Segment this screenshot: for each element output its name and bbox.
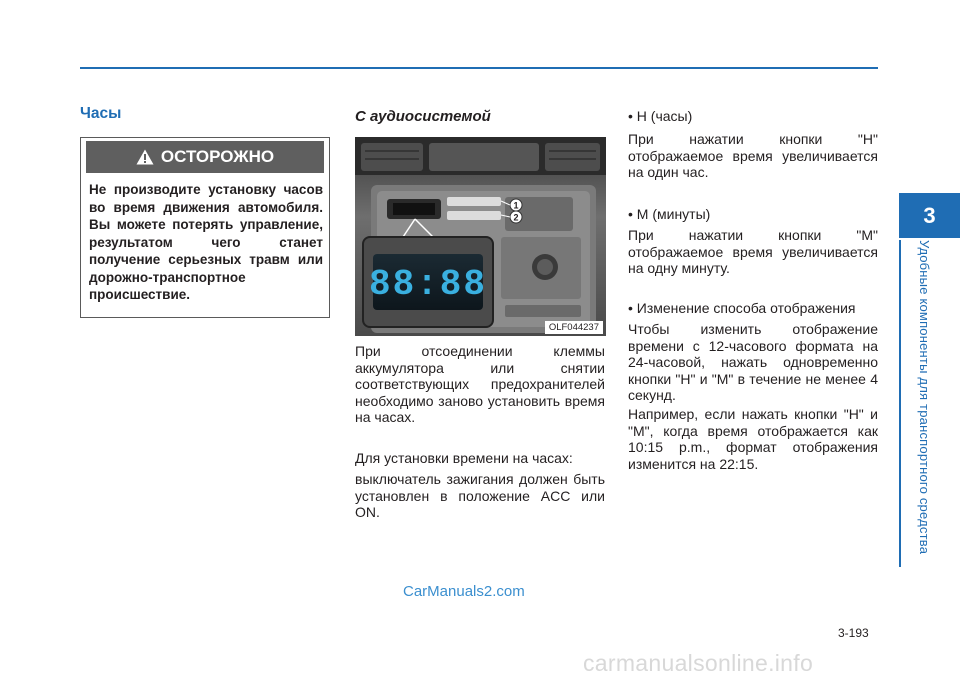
warning-box — [80, 137, 330, 318]
warning-triangle-icon — [136, 149, 154, 165]
dashboard-illustration — [355, 137, 606, 336]
chapter-tab: 3 — [899, 193, 960, 238]
example-paragraph: Например, если нажать кнопки "H" и "M", когда время отображается как 10:15 p.m., формат отображения изменится на 22:15. — [628, 406, 878, 472]
page-number: 3-193 — [838, 626, 869, 640]
audio-paragraph-3: выключатель зажигания должен быть установлен в положение ACC или ON. — [355, 471, 605, 520]
section-title: Часы — [80, 105, 122, 122]
format-paragraph: Чтобы изменить отображение времени с 12-часового формата на 24-часовой, нажать одновременно кнопки "H" и "M" в течение не менее 4 секунд. — [628, 321, 878, 403]
site-watermark: carmanualsonline.info — [583, 650, 814, 676]
bullet-minutes: • M (минуты) — [628, 206, 711, 222]
warning-heading: ОСТОРОЖНО — [160, 147, 275, 166]
audio-paragraph-2: Для установки времени на часах: — [355, 450, 573, 466]
callout-1: 1 — [513, 200, 519, 211]
top-rule — [80, 67, 878, 69]
bullet-format: • Изменение способа отображения — [628, 300, 856, 316]
audio-clock-figure — [355, 137, 606, 336]
side-rule — [899, 240, 901, 567]
warning-text: Не производите установку часов во время движения автомобиля. Вы можете потерять управление, результатом чего станет получение серьезных травм или дорожно-транспортное происшествие. — [89, 182, 323, 302]
watermark-link[interactable]: CarManuals2.com — [403, 583, 525, 600]
audio-paragraph-1: При отсоединении клеммы аккумулятора или снятии соответствующих предохранителей необходимо заново установить время на часах. — [355, 343, 605, 425]
chapter-title: Удобные компоненты для транспортного средства — [917, 240, 932, 555]
chapter-title-vertical — [916, 240, 936, 570]
callout-2: 2 — [513, 212, 519, 223]
audio-section-title: С аудиосистемой — [355, 108, 491, 125]
warning-header — [86, 141, 324, 173]
minutes-paragraph: При нажатии кнопки "M" отображаемое время увеличивается на одну минуту. — [628, 227, 878, 276]
clock-digits: 88:88 — [368, 264, 488, 305]
figure-code: OLF044237 — [545, 321, 603, 334]
hours-paragraph: При нажатии кнопки "H" отображаемое время увеличивается на один час. — [628, 131, 878, 180]
bullet-hours: • H (часы) — [628, 108, 693, 124]
